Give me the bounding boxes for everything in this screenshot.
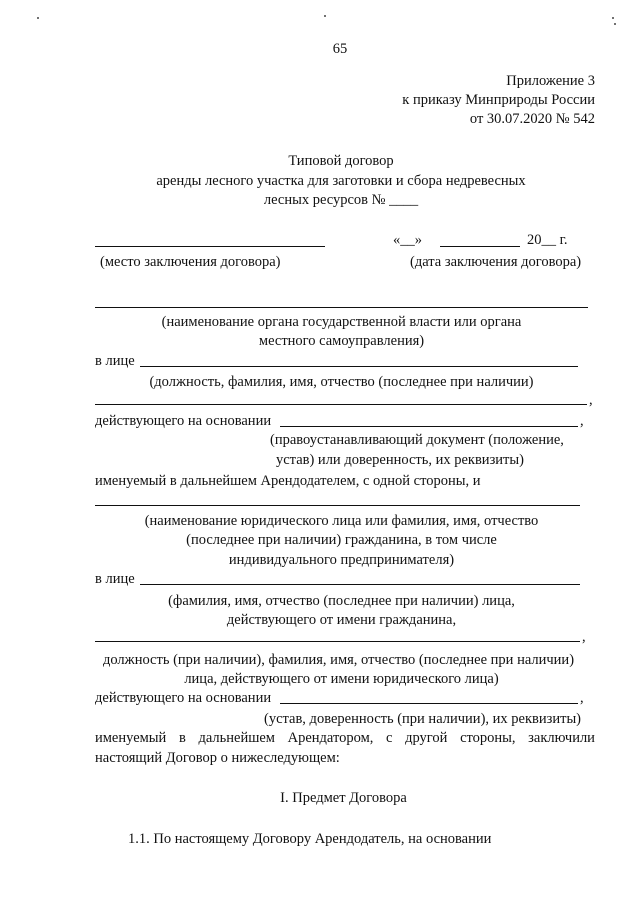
lessee-in-person-label: в лице — [95, 571, 135, 587]
comma: , — [580, 690, 584, 706]
document-subtitle-line2: лесных ресурсов № ____ — [263, 192, 419, 208]
lessor-basis-caption: (правоустанавливающий документ (положение, — [270, 432, 564, 448]
named-word: другой — [405, 730, 448, 746]
lessee-acting-label: действующего на основании — [95, 690, 272, 706]
named-word: Арендатором, — [287, 730, 374, 746]
lessor-person-field[interactable] — [140, 366, 578, 367]
lessee-name-caption-3: индивидуального предпринимателя) — [228, 552, 455, 568]
scan-speck — [612, 17, 614, 19]
date-year-field[interactable]: 20__ г. — [527, 232, 568, 248]
clause-1-1: 1.1. По настоящему Договору Арендодатель, на основании — [128, 831, 492, 847]
lessor-in-person-label: в лице — [95, 353, 135, 369]
named-word: в — [178, 730, 186, 746]
section-heading: I. Предмет Договора — [280, 790, 407, 806]
named-word: стороны, — [460, 730, 516, 746]
lessee-person-caption-2: действующего от имени гражданина, — [226, 612, 457, 628]
date-caption: (дата заключения договора) — [410, 254, 582, 270]
lessee-position-caption: должность (при наличии), фамилия, имя, отчество (последнее при наличии) — [103, 652, 575, 668]
lessee-position-caption-2: лица, действующего от имени юридического лица) — [184, 671, 499, 687]
scan-speck — [37, 17, 39, 19]
lessor-acting-label: действующего на основании — [95, 413, 272, 429]
order-reference: к приказу Минприроды России — [402, 92, 595, 108]
page-number: 65 — [332, 41, 348, 57]
lessee-basis-field[interactable] — [280, 703, 578, 704]
lessor-person-caption: (должность, фамилия, имя, отчество (последнее при наличии) — [149, 374, 534, 390]
date-month-field[interactable] — [440, 246, 520, 247]
lessee-name-field[interactable] — [95, 505, 580, 506]
scan-speck — [614, 23, 616, 25]
document-subtitle: аренды лесного участка для заготовки и сбора недревесных — [156, 173, 526, 189]
lessee-person-field-2[interactable] — [95, 641, 580, 642]
named-word: дальнейшем — [198, 730, 275, 746]
appendix-label: Приложение 3 — [506, 73, 595, 89]
document-title: Типовой договор — [288, 153, 394, 169]
lessee-name-caption: (наименование юридического лица или фамилия, имя, отчество — [144, 513, 539, 529]
lessor-authority-caption-2: местного самоуправления) — [258, 333, 425, 349]
lessee-named-text — [95, 729, 595, 747]
comma: , — [580, 413, 584, 429]
lessee-person-caption: (фамилия, имя, отчество (последнее при наличии) лица, — [168, 593, 515, 609]
lessor-basis-field[interactable] — [280, 426, 578, 427]
lessee-person-field[interactable] — [140, 584, 580, 585]
lessor-named-text: именуемый в дальнейшем Арендодателем, с одной стороны, и — [95, 473, 481, 489]
lessor-authority-field[interactable] — [95, 307, 588, 308]
lessee-named-text-2: настоящий Договор о нижеследующем: — [95, 750, 340, 766]
named-word: именуемый — [95, 730, 167, 746]
lessee-basis-caption: (устав, доверенность (при наличии), их реквизиты) — [264, 711, 582, 727]
lessor-person-field-2[interactable] — [95, 404, 587, 405]
lessor-authority-caption: (наименование органа государственной власти или органа — [161, 314, 522, 330]
named-word: заключили — [528, 730, 595, 746]
place-field[interactable] — [95, 246, 325, 247]
order-date-number: от 30.07.2020 № 542 — [469, 111, 595, 127]
place-caption: (место заключения договора) — [100, 254, 281, 270]
comma: , — [589, 392, 593, 408]
date-day-field[interactable]: «__» — [393, 232, 422, 248]
lessee-name-caption-2: (последнее при наличии) гражданина, в том числе — [186, 532, 497, 548]
lessor-basis-caption-2: устав) или доверенность, их реквизиты) — [276, 452, 524, 468]
named-word: с — [386, 730, 393, 746]
comma: , — [582, 629, 586, 645]
scan-speck — [324, 15, 326, 17]
